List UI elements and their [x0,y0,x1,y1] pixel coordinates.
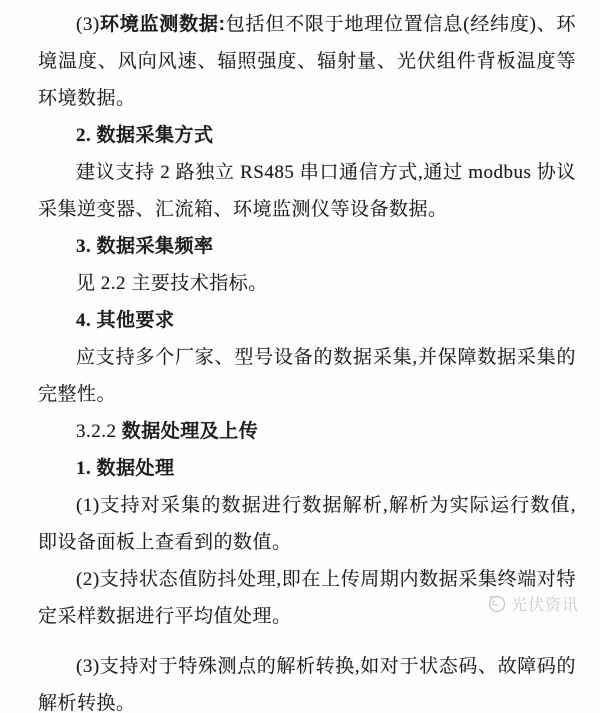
para-item-1-data-parsing-segment-0: (1)支持对采集的数据进行数据解析,解析为实际运行数值,即设备面板上查看到的数值。 [38,495,576,553]
heading-data-collection-method-segment-0: 2. [76,125,97,146]
heading-data-processing-segment-0: 1. [76,458,97,479]
para-other-requirements-segment-0: 应支持多个厂家、型号设备的数据采集,并保障数据采集的完整性。 [38,347,576,405]
heading-3-2-2-data-processing-and-upload-segment-0: 3.2.2 [76,421,122,442]
para-see-main-technical-indicators [38,265,576,302]
heading-data-collection-method [38,117,576,154]
heading-3-2-2-data-processing-and-upload-segment-1: 数据处理及上传 [121,421,259,442]
heading-3-2-2-data-processing-and-upload [38,413,576,450]
heading-data-collection-method-segment-1: 数据采集方式 [96,125,214,146]
watermark [486,592,579,615]
para-data-collection-method [38,154,576,228]
watermark-label: 光伏资讯 [511,597,580,614]
heading-data-collection-frequency-segment-1: 数据采集频率 [96,236,214,257]
heading-data-processing [38,450,576,487]
para-item-2-debounce-averaging-segment-0: (2)支持状态值防抖处理,即在上传周期内数据采集终端对特定采样数据进行平均值处理。 [38,569,576,627]
para-env-monitoring-data-segment-1: 环境监测数据: [99,14,226,35]
para-env-monitoring-data-segment-0: (3) [76,14,100,35]
para-see-main-technical-indicators-segment-0: 见 2.2 主要技术指标。 [76,273,268,294]
sun-face-logo-icon [486,593,507,614]
heading-other-requirements [38,302,576,339]
para-item-3-special-point-conversion-segment-0: (3)支持对于特殊测点的解析转换,如对于状态码、故障码的解析转换。 [38,656,576,713]
heading-data-processing-segment-1: 数据处理 [96,458,175,479]
para-other-requirements [38,339,576,413]
para-env-monitoring-data [38,6,576,117]
heading-other-requirements-segment-1: 其他要求 [96,310,175,331]
para-item-3-special-point-conversion [38,648,576,713]
heading-data-collection-frequency-segment-0: 3. [76,236,97,257]
heading-other-requirements-segment-0: 4. [76,310,97,331]
para-env-monitoring-data-segment-2: 包括但不限于地理位置信息(经纬度)、环境温度、风向风速、辐照强度、辐射量、光伏组件背板温度等环境数据。 [38,14,577,109]
para-data-collection-method-segment-0: 建议支持 2 路独立 RS485 串口通信方式,通过 modbus 协议采集逆变器、汇流箱、环境监测仪等设备数据。 [38,162,576,220]
heading-data-collection-frequency [38,228,576,265]
para-item-1-data-parsing [38,487,576,561]
